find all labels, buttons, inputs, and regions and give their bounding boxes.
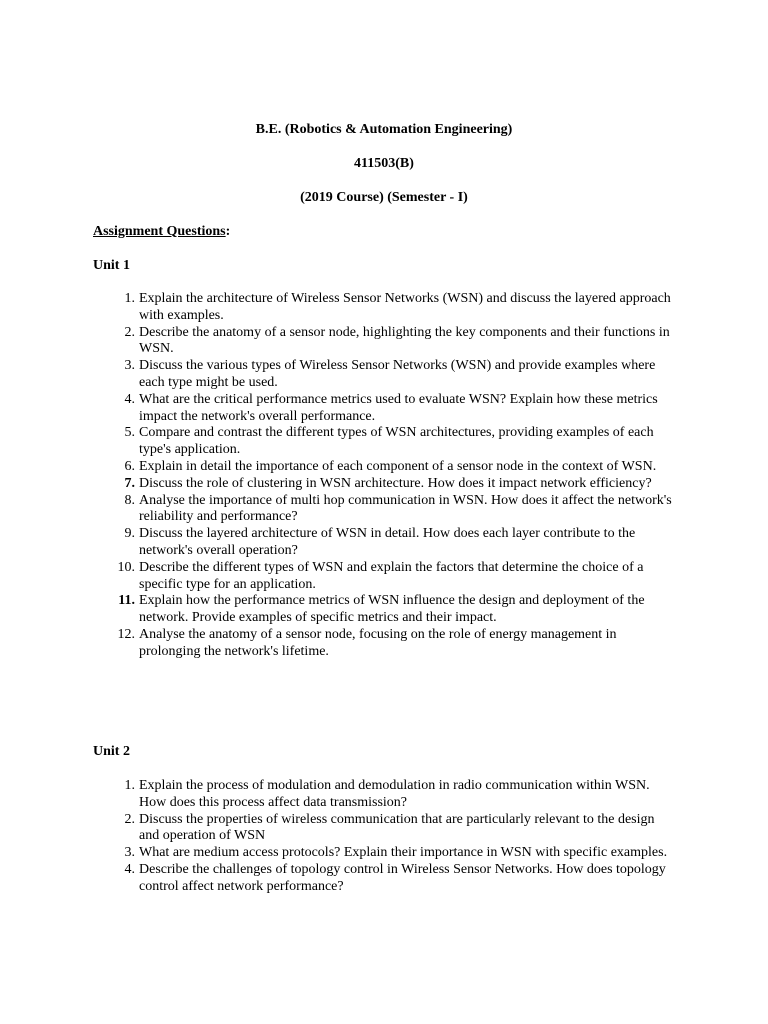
degree-title: B.E. (Robotics & Automation Engineering) bbox=[255, 122, 513, 137]
question-text: Explain in detail the importance of each component of a sensor node in the context of WSN. bbox=[139, 458, 657, 474]
list-item bbox=[117, 626, 674, 661]
list-item bbox=[124, 811, 674, 846]
unit-2-question-list bbox=[124, 778, 674, 896]
question-number: 7. bbox=[124, 475, 135, 491]
list-item bbox=[124, 291, 674, 325]
question-text: Discuss the various types of Wireless Sensor Networks (WSN) and provide examples where each type might be used. bbox=[139, 358, 656, 390]
list-item bbox=[118, 593, 674, 627]
question-text: What are the critical performance metrics used to evaluate WSN? Explain how these metrics impact the network's overall performance. bbox=[139, 391, 658, 424]
list-item bbox=[124, 425, 674, 459]
question-text: Explain the process of modulation and demodulation in radio communication within WSN. How does this process affect data transmission? bbox=[139, 778, 650, 810]
question-number: 3. bbox=[124, 845, 135, 861]
question-number: 10. bbox=[117, 559, 135, 575]
list-item bbox=[124, 324, 674, 359]
question-text: Discuss the properties of wireless communication that are particularly relevant to the design and operation of WSN bbox=[139, 811, 655, 844]
question-text: What are medium access protocols? Explain their importance in WSN with specific examples. bbox=[139, 845, 668, 861]
assignment-heading-label: Assignment Questions bbox=[93, 224, 226, 239]
question-number: 12. bbox=[117, 626, 135, 642]
list-item bbox=[124, 475, 674, 493]
question-number: 5. bbox=[124, 425, 135, 441]
question-text: Describe the different types of WSN and explain the factors that determine the choice of a specific type for an application. bbox=[139, 559, 644, 592]
assignment-heading-suffix: : bbox=[225, 224, 231, 239]
question-text: Explain the architecture of Wireless Sensor Networks (WSN) and discuss the layered approach with examples. bbox=[139, 291, 671, 323]
question-text: Analyse the importance of multi hop communication in WSN. How does it affect the network's reliability and performance? bbox=[139, 492, 672, 525]
unit-1-question-list bbox=[117, 291, 674, 661]
list-item bbox=[124, 861, 674, 896]
list-item bbox=[124, 845, 674, 862]
question-number: 6. bbox=[124, 458, 135, 474]
question-text: Discuss the role of clustering in WSN architecture. How does it impact network efficiency? bbox=[139, 475, 652, 491]
question-text: Discuss the layered architecture of WSN in detail. How does each layer contribute to the network's overall operation? bbox=[139, 526, 636, 558]
question-number: 2. bbox=[124, 811, 135, 827]
list-item bbox=[117, 559, 674, 594]
assignment-heading bbox=[93, 223, 230, 240]
question-number: 9. bbox=[124, 526, 135, 542]
question-number: 4. bbox=[124, 861, 135, 877]
unit-2-title: Unit 2 bbox=[93, 744, 130, 759]
list-item bbox=[124, 458, 674, 476]
question-number: 2. bbox=[124, 324, 135, 340]
list-item bbox=[124, 358, 674, 392]
question-number: 8. bbox=[124, 492, 135, 508]
list-item bbox=[124, 492, 674, 527]
question-text: Describe the anatomy of a sensor node, highlighting the key components and their functions in WSN. bbox=[139, 324, 670, 357]
list-item bbox=[124, 526, 674, 560]
question-number: 11. bbox=[118, 593, 135, 609]
question-number: 1. bbox=[124, 778, 135, 793]
question-number: 3. bbox=[124, 358, 135, 374]
list-item bbox=[124, 391, 674, 426]
unit-1-title: Unit 1 bbox=[93, 258, 130, 273]
course-info: (2019 Course) (Semester - I) bbox=[300, 190, 468, 205]
question-text: Analyse the anatomy of a sensor node, focusing on the role of energy management in prolonging the network's lifetime. bbox=[139, 626, 617, 659]
question-text: Explain how the performance metrics of WSN influence the design and deployment of the network. Provide examples of specific metrics and their impact. bbox=[139, 593, 645, 626]
question-text: Compare and contrast the different types of WSN architectures, providing examples of each type's application. bbox=[139, 425, 654, 458]
question-number: 4. bbox=[124, 391, 135, 407]
list-item bbox=[124, 778, 674, 812]
question-number: 1. bbox=[124, 291, 135, 306]
course-code: 411503(B) bbox=[354, 156, 414, 171]
question-text: Describe the challenges of topology control in Wireless Sensor Networks. How does topology control affect network performance? bbox=[139, 861, 666, 894]
